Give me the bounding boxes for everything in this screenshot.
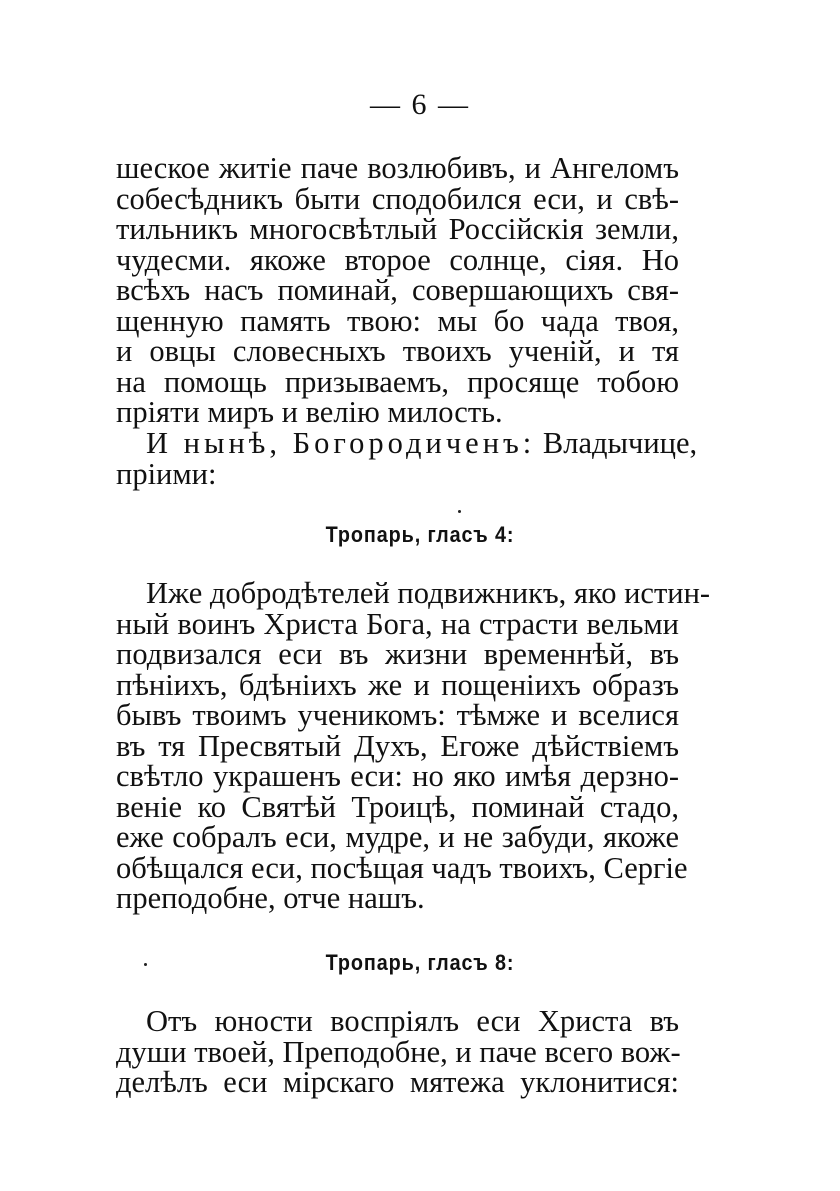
page-number: — 6 — xyxy=(370,88,470,121)
print-speck xyxy=(458,510,461,513)
text-line: на помощь призываемъ, просяще тобою xyxy=(116,364,679,399)
text-line: Отъ юности воспріялъ еси Христа въ xyxy=(146,1004,679,1038)
text-line: делѣлъ еси мірскаго мятежа уклонитися: xyxy=(116,1065,679,1099)
theotokion-line xyxy=(116,426,698,460)
troparion-tone-4-text xyxy=(116,576,711,915)
theotokion xyxy=(116,426,698,491)
troparion-heading-tone-4: Тропарь, гласъ 4: xyxy=(325,522,515,547)
troparion-heading-tone-8: Тропарь, гласъ 8: xyxy=(325,950,515,975)
text-line: души твоей, Преподобне, и паче всего вож- xyxy=(116,1034,681,1069)
text-line: еже собралъ еси, мудре, и не забуди, якоже xyxy=(116,820,679,854)
text-line: веніе ко Святѣй Троицѣ, поминай стадо, xyxy=(116,789,679,824)
text-line: чудесми. якоже второе солнце, сіяя. Но xyxy=(116,242,679,277)
text-line: въ тя Пресвятый Духъ, Егоже дѣйствіемъ xyxy=(116,728,679,763)
text-line: шеское житіе паче возлюбивъ, и Ангеломъ xyxy=(116,151,679,185)
theotokion-text-end: пріими: xyxy=(116,456,217,491)
text-line: ный воинъ Христа Бога, на страсти вельми xyxy=(116,606,679,641)
text-line: пѣніихъ, бдѣніихъ же и пощеніихъ образъ xyxy=(116,667,679,702)
text-line: бывъ твоимъ ученикомъ: тѣмже и вселися xyxy=(116,698,679,732)
text-line: преподобне, отче нашъ. xyxy=(116,881,425,915)
theotokion-label: И нынѣ, Богородиченъ: xyxy=(146,426,536,460)
text-line: всѣхъ насъ поминай, совершающихъ свя- xyxy=(116,273,679,307)
paragraph-continuation xyxy=(116,153,679,428)
text-line: обѣщался еси, посѣщая чадъ твоихъ, Сергіе xyxy=(116,850,688,885)
text-line: собесѣдникъ быти сподобился еси, и свѣ- xyxy=(116,181,679,216)
theotokion-text-start: Владычице, xyxy=(542,426,698,460)
text-line: подвизался еси въ жизни временнѣй, въ xyxy=(116,637,679,671)
text-line: и овцы словесныхъ твоихъ ученій, и тя xyxy=(116,334,679,368)
troparion-tone-8-text xyxy=(116,1006,679,1098)
text-line: щенную память твою: мы бо чада твоя, xyxy=(116,303,679,338)
text-line: тильникъ многосвѣтлый Россійскія земли, xyxy=(116,212,679,246)
text-line: пріяти миръ и велію милость. xyxy=(116,395,503,429)
text-line: свѣтло украшенъ еси: но яко имѣя дерзно- xyxy=(116,759,679,793)
text-line: Иже добродѣтелей подвижникъ, яко истин- xyxy=(146,576,711,610)
